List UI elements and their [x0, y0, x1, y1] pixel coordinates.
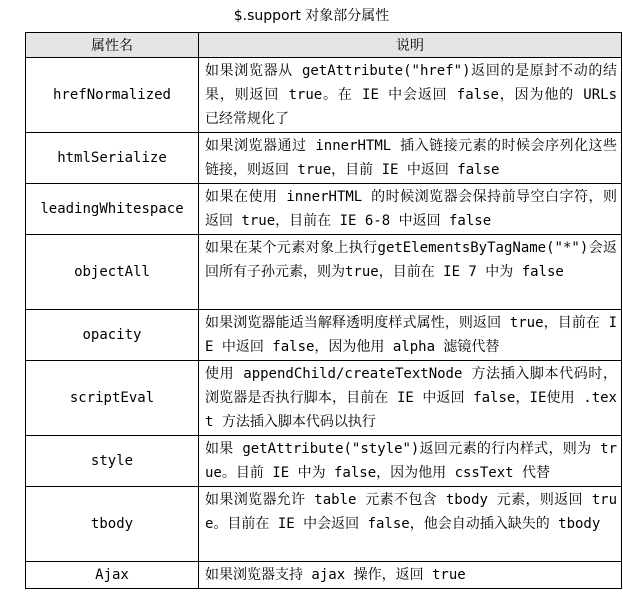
table-row [26, 235, 622, 310]
table-row [26, 58, 622, 133]
property-name: leadingWhitespace [26, 184, 199, 235]
support-properties-table [25, 32, 622, 589]
table-row [26, 310, 622, 361]
property-name: htmlSerialize [26, 133, 199, 184]
property-name: objectAll [26, 235, 199, 310]
header-description: 说明 [199, 33, 622, 58]
property-description: 使用 appendChild/createTextNode 方法插入脚本代码时，浏览器是否执行脚本，目前在 IE 中返回 false，IE使用 .text 方法插入脚本代码以执行 [199, 361, 622, 436]
property-name: opacity [26, 310, 199, 361]
table-row [26, 436, 622, 487]
header-property-name: 属性名 [26, 33, 199, 58]
property-description: 如果浏览器通过 innerHTML 插入链接元素的时候会序列化这些链接，则返回 true，目前 IE 中返回 false [199, 133, 622, 184]
property-description: 如果浏览器能适当解释透明度样式属性，则返回 true，目前在 IE 中返回 false，因为他用 alpha 滤镜代替 [199, 310, 622, 361]
property-name: style [26, 436, 199, 487]
table-row [26, 487, 622, 562]
table-row [26, 133, 622, 184]
table-header-row [26, 33, 622, 58]
property-name: Ajax [26, 562, 199, 589]
table-row [26, 361, 622, 436]
property-name: tbody [26, 487, 199, 562]
property-name: scriptEval [26, 361, 199, 436]
property-name: hrefNormalized [26, 58, 199, 133]
property-description: 如果浏览器从 getAttribute("href")返回的是原封不动的结果，则返回 true。在 IE 中会返回 false，因为他的 URLs 已经常规化了 [199, 58, 622, 133]
property-description: 如果浏览器允许 table 元素不包含 tbody 元素，则返回 true。目前在 IE 中会返回 false，他会自动插入缺失的 tbody [199, 487, 622, 562]
table-row [26, 562, 622, 589]
property-description: 如果浏览器支持 ajax 操作，返回 true [199, 562, 622, 589]
property-description: 如果 getAttribute("style")返回元素的行内样式，则为 true。目前 IE 中为 false，因为他用 cssText 代替 [199, 436, 622, 487]
table-row [26, 184, 622, 235]
property-description: 如果在使用 innerHTML 的时候浏览器会保持前导空白字符，则返回 true，目前在 IE 6-8 中返回 false [199, 184, 622, 235]
table-title: $.support 对象部分属性 [233, 8, 390, 24]
property-description: 如果在某个元素对象上执行getElementsByTagName("*")会返回所有子孙元素，则为true，目前在 IE 7 中为 false [199, 235, 622, 310]
